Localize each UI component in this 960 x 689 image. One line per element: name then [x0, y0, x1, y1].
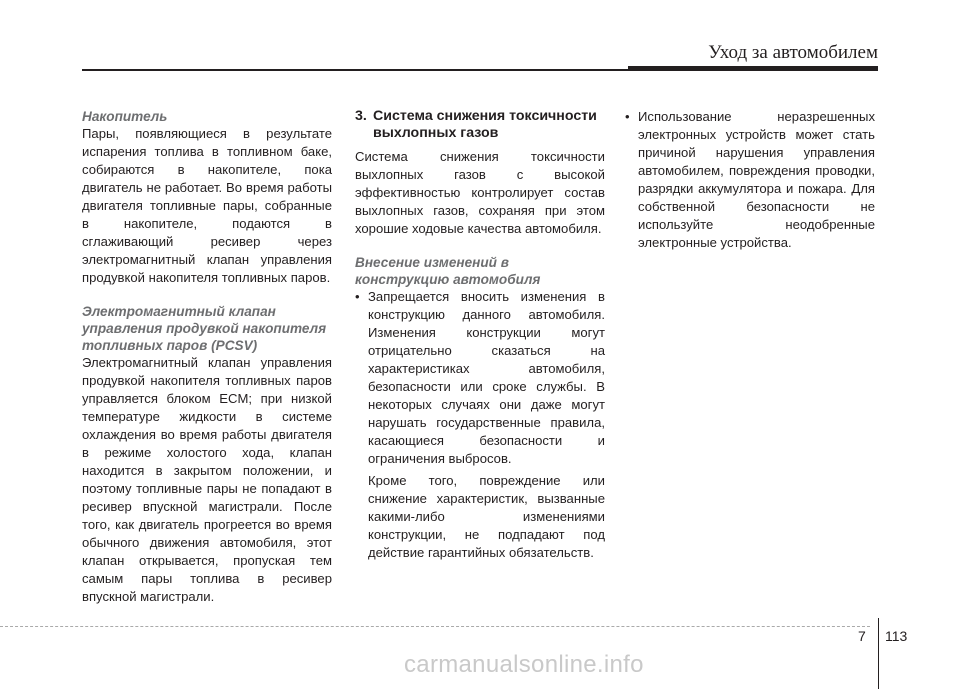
- footer-divider: [0, 626, 870, 627]
- section-title: [355, 108, 605, 142]
- heading-canister: Накопитель: [82, 109, 168, 124]
- canister-text: Пары, появляющиеся в результате испарения топлива в топливном баке, собираются в накопителе, пока двигатель не работает. Во время работы двигателя топливные пары, собранные в накопителе, подаются в сглаживающий ресивер через электромагнитный клапан управления продувкой накопителя топливных паров.: [82, 126, 332, 285]
- bullet-text: Использование неразрешенных электронных устройств может стать причиной нарушения управления автомобилем, повреждения проводки, разрядки аккумулятора и пожара. Для собственной безопасности не используйте неодобренные электронные устройства.: [638, 109, 875, 250]
- list-item: [355, 288, 605, 468]
- section-title-text: Система снижения токсичности выхлопных газов: [373, 108, 597, 141]
- page-number: 113: [885, 628, 908, 644]
- chapter-number: 7: [858, 628, 866, 644]
- list-item: [625, 108, 875, 252]
- bullet-continuation: Кроме того, повреждение или снижение характеристик, вызванные какими-либо изменениями конструкции, не подпадают под действие гарантийных обязательств.: [368, 473, 605, 560]
- watermark: carmanualsonline.info: [404, 651, 644, 678]
- modifications-list: [355, 288, 605, 468]
- bullet-icon: •: [355, 289, 360, 304]
- heading-modifications: Внесение изменений в конструкцию автомобиля: [355, 255, 541, 287]
- heading-pcsv: Электромагнитный клапан управления продувкой накопителя топливных паров (PCSV): [82, 304, 327, 353]
- column-right: [625, 108, 875, 252]
- electronics-list: [625, 108, 875, 252]
- bullet-text: Запрещается вносить изменения в конструкцию данного автомобиля. Изменения конструкции могут отрицательно сказаться на характеристиках автомобиля, безопасности или сроке службы. В некоторых случаях они даже могут нарушать государственные правила, касающиеся безопасности и ограничения выбросов.: [368, 289, 605, 466]
- running-header: Уход за автомобилем: [708, 42, 878, 63]
- section-number: 3.: [355, 108, 367, 124]
- column-middle: [355, 108, 605, 562]
- pcsv-text: Электромагнитный клапан управления продувкой накопителя топливных паров управляется блоком ECM; при низкой температуре жидкости в системе охлаждения во время работы двигателя в режиме холостого хода, клапан находится в закрытом положении, и поэтому топливные пары не попадают в ресивер впускной магистрали. После того, как двигатель прогреется во время обычного движения автомобиля, этот клапан открывается, пропуская тем самым пары топлива в ресивер впускной магистрали.: [82, 355, 332, 604]
- header-rule: [82, 69, 878, 71]
- emission-intro: Система снижения токсичности выхлопных газов с высокой эффективностью контролирует состав выхлопных газов, сохраняя при этом хорошие ходовые качества автомобиля.: [355, 149, 605, 236]
- page-marker-line: [878, 618, 879, 689]
- bullet-icon: •: [625, 109, 630, 124]
- column-left: [82, 108, 332, 606]
